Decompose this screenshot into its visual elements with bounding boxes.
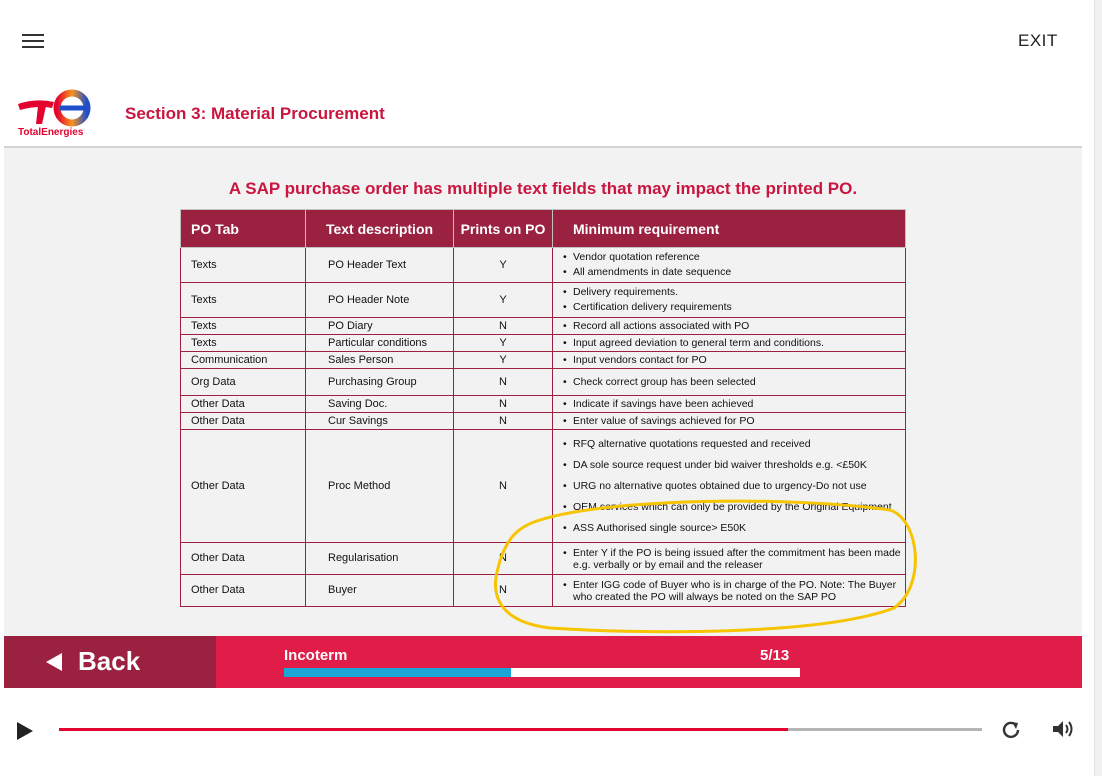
cell-requirement [553, 396, 906, 413]
cell-requirement [553, 369, 906, 396]
cell-prints: N [454, 543, 553, 575]
cell-requirement [553, 335, 906, 352]
column-header-prints-on-po: Prints on PO [454, 210, 553, 248]
requirement-item: • Delivery requirements. [563, 285, 905, 300]
back-arrow-icon [46, 653, 62, 671]
logo-text: TotalEnergies [18, 127, 84, 138]
replay-icon[interactable] [1001, 720, 1021, 740]
cell-requirement [553, 413, 906, 430]
back-button[interactable] [4, 636, 216, 688]
cell-text-description: PO Header Note [306, 283, 454, 318]
cell-po-tab: Other Data [181, 396, 306, 413]
cell-po-tab: Texts [181, 283, 306, 318]
exit-button[interactable]: EXIT [1018, 31, 1058, 50]
timeline-progress [59, 728, 788, 731]
slide-subtitle: A SAP purchase order has multiple text fields that may impact the printed PO. [228, 179, 858, 198]
cell-requirement [553, 248, 906, 283]
cell-po-tab: Org Data [181, 369, 306, 396]
cell-prints: Y [454, 352, 553, 369]
cell-po-tab: Other Data [181, 575, 306, 607]
cell-prints: Y [454, 248, 553, 283]
table-row [181, 413, 906, 430]
table-row [181, 430, 906, 543]
next-topic-title: Incoterm [284, 647, 348, 664]
column-header-text-description: Text description [306, 210, 454, 248]
cell-po-tab: Communication [181, 352, 306, 369]
slide-header [4, 82, 1082, 148]
cell-po-tab: Other Data [181, 430, 306, 543]
table-row [181, 318, 906, 335]
totalenergies-logo-icon [16, 88, 100, 128]
table-row [181, 575, 906, 607]
cell-po-tab: Texts [181, 248, 306, 283]
table-row [181, 248, 906, 283]
slide [4, 82, 1082, 688]
scrollbar[interactable] [1094, 0, 1102, 776]
progress-fill [284, 668, 511, 677]
page-count: 5/13 [760, 647, 790, 664]
requirement-item: • Enter Y if the PO is being issued after the commitment has been made e.g. verbally or by email and the releaser [563, 547, 905, 571]
table-row [181, 396, 906, 413]
cell-text-description: Proc Method [306, 430, 454, 543]
cell-po-tab: Texts [181, 335, 306, 352]
requirement-item: • OEM services which can only be provided by the Original Equipment [563, 497, 905, 518]
column-header-po-tab: PO Tab [181, 210, 306, 248]
table-row [181, 352, 906, 369]
cell-text-description: Cur Savings [306, 413, 454, 430]
cell-text-description: Sales Person [306, 352, 454, 369]
cell-prints: N [454, 575, 553, 607]
requirement-item: • Enter value of savings achieved for PO [563, 414, 905, 429]
navigation-bar [4, 636, 1082, 688]
requirement-item: • All amendments in date sequence [563, 265, 905, 280]
cell-prints: N [454, 430, 553, 543]
cell-text-description: Regularisation [306, 543, 454, 575]
progress-bar [284, 668, 800, 677]
media-player [0, 690, 1094, 776]
hamburger-menu-icon[interactable] [22, 34, 44, 48]
table-row [181, 335, 906, 352]
requirement-item: • Enter IGG code of Buyer who is in charge of the PO. Note: The Buyer who created the PO will always be noted on the SAP PO [563, 579, 905, 603]
requirement-item: • RFQ alternative quotations requested and received [563, 434, 905, 455]
play-icon[interactable] [17, 722, 33, 740]
column-header-minimum-requirement: Minimum requirement [553, 210, 906, 248]
cell-prints: N [454, 413, 553, 430]
table-header-row [181, 210, 906, 248]
requirement-item: • DA sole source request under bid waiver thresholds e.g. <£50K [563, 455, 905, 476]
top-bar [0, 0, 1094, 82]
table-row [181, 369, 906, 396]
brand-logo [16, 88, 100, 142]
back-label: Back [78, 646, 141, 676]
cell-po-tab: Texts [181, 318, 306, 335]
requirement-item: • Vendor quotation reference [563, 250, 905, 265]
cell-text-description: PO Diary [306, 318, 454, 335]
po-text-fields-table [180, 209, 906, 607]
requirement-item: • Input agreed deviation to general term and conditions. [563, 336, 905, 351]
cell-prints: Y [454, 335, 553, 352]
requirement-item: • ASS Authorised single source> E50K [563, 518, 905, 539]
requirement-item: • URG no alternative quotes obtained due to urgency-Do not use [563, 476, 905, 497]
cell-requirement [553, 430, 906, 543]
cell-prints: N [454, 318, 553, 335]
cell-requirement [553, 283, 906, 318]
cell-requirement [553, 352, 906, 369]
cell-po-tab: Other Data [181, 543, 306, 575]
volume-icon[interactable] [1051, 718, 1075, 740]
table-row [181, 283, 906, 318]
cell-text-description: Buyer [306, 575, 454, 607]
cell-text-description: Particular conditions [306, 335, 454, 352]
cell-requirement [553, 318, 906, 335]
requirement-item: • Input vendors contact for PO [563, 353, 905, 368]
cell-text-description: PO Header Text [306, 248, 454, 283]
cell-prints: Y [454, 283, 553, 318]
cell-po-tab: Other Data [181, 413, 306, 430]
requirement-item: • Indicate if savings have been achieved [563, 397, 905, 412]
requirement-item: • Record all actions associated with PO [563, 319, 905, 334]
table-row [181, 543, 906, 575]
timeline-scrubber[interactable] [59, 728, 982, 731]
cell-text-description: Purchasing Group [306, 369, 454, 396]
requirement-item: • Check correct group has been selected [563, 375, 905, 390]
cell-requirement [553, 543, 906, 575]
cell-text-description: Saving Doc. [306, 396, 454, 413]
requirement-item: • Certification delivery requirements [563, 300, 905, 315]
cell-prints: N [454, 396, 553, 413]
cell-requirement [553, 575, 906, 607]
section-title: Section 3: Material Procurement [125, 104, 385, 123]
cell-prints: N [454, 369, 553, 396]
